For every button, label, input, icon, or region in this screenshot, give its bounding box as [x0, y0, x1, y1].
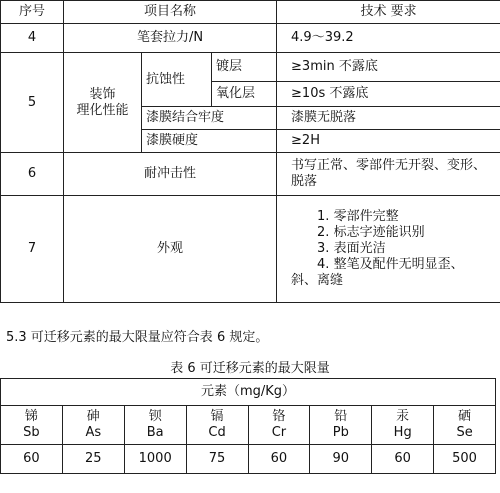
element-cell: [434, 406, 496, 445]
element-limit: 60: [372, 445, 434, 474]
row-req: 书写正常、零部件无开裂、变形、脱落: [277, 153, 500, 196]
element-limit-row: [1, 445, 496, 474]
corrosion-label: 抗蚀性: [142, 53, 212, 107]
table6-caption: 表 6 可迁移元素的最大限量: [170, 361, 330, 376]
group-label-line: 装饰: [89, 86, 116, 102]
element-symbol: Cr: [271, 425, 287, 440]
plating-label: 镀层: [212, 53, 277, 82]
hardness-req: ≥2H: [277, 130, 500, 153]
element-header: 元素（mg/Kg）: [1, 379, 496, 406]
header-no: 序号: [1, 1, 64, 24]
element-symbol: Sb: [23, 425, 40, 440]
element-limit: 90: [310, 445, 372, 474]
element-cell: [62, 406, 124, 445]
row-group: [64, 53, 142, 153]
section-note: 5.3 可迁移元素的最大限量应符合表 6 规定。: [6, 330, 269, 345]
element-symbol: Se: [456, 425, 473, 440]
element-name: 铬: [272, 409, 286, 424]
element-name: 汞: [396, 409, 410, 424]
element-name: 铅: [334, 409, 348, 424]
plating-req: ≥3min 不露底: [277, 53, 500, 82]
table-row: [1, 196, 500, 303]
row-no: 6: [1, 153, 64, 196]
element-cell: [372, 406, 434, 445]
element-cell: [124, 406, 186, 445]
row-no: 7: [1, 196, 64, 303]
row-no: 4: [1, 24, 64, 53]
group-label-line: 理化性能: [76, 102, 129, 118]
element-symbol: Pb: [332, 425, 349, 440]
element-name: 砷: [86, 409, 100, 424]
header-item: 项目名称: [64, 1, 277, 24]
req-line: 1. 零部件完整: [317, 209, 399, 224]
adhesion-req: 漆膜无脱落: [277, 107, 500, 130]
row-item: 外观: [64, 196, 277, 303]
element-symbol: Hg: [393, 425, 412, 440]
element-limit: 1000: [124, 445, 186, 474]
element-name: 硒: [458, 409, 472, 424]
element-name: 锑: [24, 409, 38, 424]
table-row: [1, 53, 500, 82]
element-name: 镉: [210, 409, 224, 424]
element-cell: [310, 406, 372, 445]
element-symbol: As: [85, 425, 102, 440]
element-limit: 60: [1, 445, 63, 474]
element-name: 钡: [148, 409, 162, 424]
row-item: 耐冲击性: [64, 153, 277, 196]
element-name-row: [1, 406, 496, 445]
req-line: 斜、离缝: [291, 273, 344, 288]
hardness-label: 漆膜硬度: [142, 130, 277, 153]
element-symbol: Ba: [146, 425, 164, 440]
element-cell: [186, 406, 248, 445]
element-symbol: Cd: [208, 425, 226, 440]
row-no: 5: [1, 53, 64, 153]
table-row: [1, 24, 500, 53]
req-line: 4. 整笔及配件无明显歪、: [317, 257, 464, 272]
element-limit: 25: [62, 445, 124, 474]
row-req: 4.9～39.2: [277, 24, 500, 53]
row-item: 笔套拉力/N: [64, 24, 277, 53]
element-limit: 75: [186, 445, 248, 474]
element-header-row: [1, 379, 496, 406]
adhesion-label: 漆膜结合牢度: [142, 107, 277, 130]
oxide-req: ≥10s 不露底: [277, 82, 500, 107]
row-req-list: [277, 196, 500, 303]
element-cell: [1, 406, 63, 445]
req-line: 3. 表面光洁: [317, 241, 386, 256]
element-limit: 60: [248, 445, 310, 474]
element-limit: 500: [434, 445, 496, 474]
element-table: [0, 378, 496, 474]
oxide-label: 氧化层: [212, 82, 277, 107]
req-line: 2. 标志字迹能识别: [317, 225, 425, 240]
table-row: [1, 153, 500, 196]
spec-header-row: [1, 1, 500, 24]
header-req: 技术 要求: [277, 1, 500, 24]
element-cell: [248, 406, 310, 445]
